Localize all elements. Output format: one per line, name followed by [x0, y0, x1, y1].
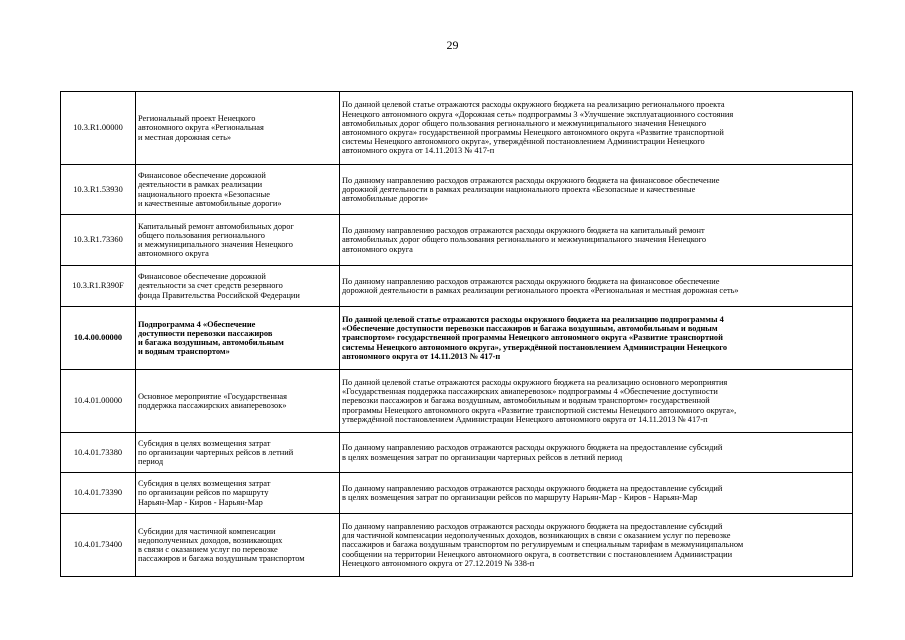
target-article-description: По данному направлению расходов отражаются расходы окружного бюджета на предоставление субсидий для частичной компенсации недополученных доходов, возникающих в связи с оказанием услуг по перевозке пассажиров и багажа воздушным транспортом по регулируемым и специальным тарифам в межмуниципальном сообщении на территории Ненецкого автономного округа, в соответствии с постановлением Администрации Ненецкого автономного округа от 27.12.2019 № 338-п	[340, 514, 853, 577]
table-row	[61, 473, 853, 514]
target-article-name: Региональный проект Ненецкого автономного округа «Региональная и местная дорожная сеть»	[136, 92, 340, 165]
target-article-description: По данному направлению расходов отражаются расходы окружного бюджета на финансовое обеспечение дорожной деятельности в рамках реализации регионального проекта «Региональная и местная дорожная сеть»	[340, 266, 853, 307]
target-article-code: 10.4.01.73390	[61, 473, 136, 514]
target-article-name: Подпрограмма 4 «Обеспечение доступности перевозки пассажиров и багажа воздушным, автомобильным и водным транспортом»	[136, 307, 340, 370]
table-row	[61, 514, 853, 577]
table-row	[61, 92, 853, 165]
target-article-name: Финансовое обеспечение дорожной деятельности в рамках реализации национального проекта «Безопасные и качественные автомобильные дороги»	[136, 165, 340, 215]
target-article-code: 10.4.01.00000	[61, 370, 136, 433]
target-article-code: 10.3.R1.R390F	[61, 266, 136, 307]
target-article-code: 10.3.R1.73360	[61, 215, 136, 266]
target-article-code: 10.4.01.73380	[61, 433, 136, 473]
table-row	[61, 307, 853, 370]
target-article-name: Субсидия в целях возмещения затрат по организации чартерных рейсов в летний период	[136, 433, 340, 473]
target-article-description: По данному направлению расходов отражаются расходы окружного бюджета на финансовое обеспечение дорожной деятельности в рамках реализации национального проекта «Безопасные и качественные автомобильные дороги»	[340, 165, 853, 215]
page-number: 29	[446, 38, 459, 52]
target-article-description: По данному направлению расходов отражаются расходы окружного бюджета на капитальный ремонт автомобильных дорог общего пользования регионального и межмуниципального значения Ненецкого автономного округа	[340, 215, 853, 266]
target-article-description: По данному направлению расходов отражаются расходы окружного бюджета на предоставление субсидий в целях возмещения затрат по организации чартерных рейсов в летний период	[340, 433, 853, 473]
table-row	[61, 370, 853, 433]
budget-classification-table	[60, 91, 853, 577]
target-article-name: Субсидии для частичной компенсации недополученных доходов, возникающих в связи с оказанием услуг по перевозке пассажиров и багажа воздушным транспортом	[136, 514, 340, 577]
target-article-name: Финансовое обеспечение дорожной деятельности за счет средств резервного фонда Правительства Российской Федерации	[136, 266, 340, 307]
target-article-description: По данной целевой статье отражаются расходы окружного бюджета на реализацию подпрограммы 4 «Обеспечение доступности перевозки пассажиров и багажа воздушным, автомобильным и водным транспортом» государственной программы Ненецкого автономного округа «Развитие транспортной системы Ненецкого автономного округа», утверждённой постановлением Администрации Ненецкого автономного округа от 14.11.2013 № 417-п	[340, 307, 853, 370]
target-article-code: 10.4.00.00000	[61, 307, 136, 370]
target-article-code: 10.3.R1.53930	[61, 165, 136, 215]
target-article-name: Основное мероприятие «Государственная поддержка пассажирских авиаперевозок»	[136, 370, 340, 433]
table-row	[61, 215, 853, 266]
target-article-code: 10.4.01.73400	[61, 514, 136, 577]
target-article-name: Капитальный ремонт автомобильных дорог общего пользования регионального и межмуниципального значения Ненецкого автономного округа	[136, 215, 340, 266]
target-article-name: Субсидия в целях возмещения затрат по организации рейсов по маршруту Нарьян-Мар - Киров - Нарьян-Мар	[136, 473, 340, 514]
table-row	[61, 165, 853, 215]
target-article-description: По данному направлению расходов отражаются расходы окружного бюджета на предоставление субсидий в целях возмещения затрат по организации рейсов по маршруту Нарьян-Мар - Киров - Нарьян-Мар	[340, 473, 853, 514]
target-article-code: 10.3.R1.00000	[61, 92, 136, 165]
target-article-description: По данной целевой статье отражаются расходы окружного бюджета на реализацию основного мероприятия «Государственная поддержка пассажирских авиаперевозок» подпрограммы 4 «Обеспечение доступности перевозки пассажиров и багажа воздушным, автомобильным и водным транспортом» государственной программы Ненецкого автономного округа «Развитие транспортной системы Ненецкого автономного округа», утверждённой постановлением Администрации Ненецкого автономного округа от 14.11.2013 № 417-п	[340, 370, 853, 433]
target-article-description: По данной целевой статье отражаются расходы окружного бюджета на реализацию регионального проекта Ненецкого автономного округа «Дорожная сеть» подпрограммы 3 «Улучшение эксплуатационного состояния автомобильных дорог общего пользования регионального и межмуниципального значения Ненецкого автономного округа» государственной программы Ненецкого автономного округа «Развитие транспортной системы Ненецкого автономного округа», утверждённой постановлением Администрации Ненецкого автономного округа от 14.11.2013 № 417-п	[340, 92, 853, 165]
table-row	[61, 266, 853, 307]
table-row	[61, 433, 853, 473]
